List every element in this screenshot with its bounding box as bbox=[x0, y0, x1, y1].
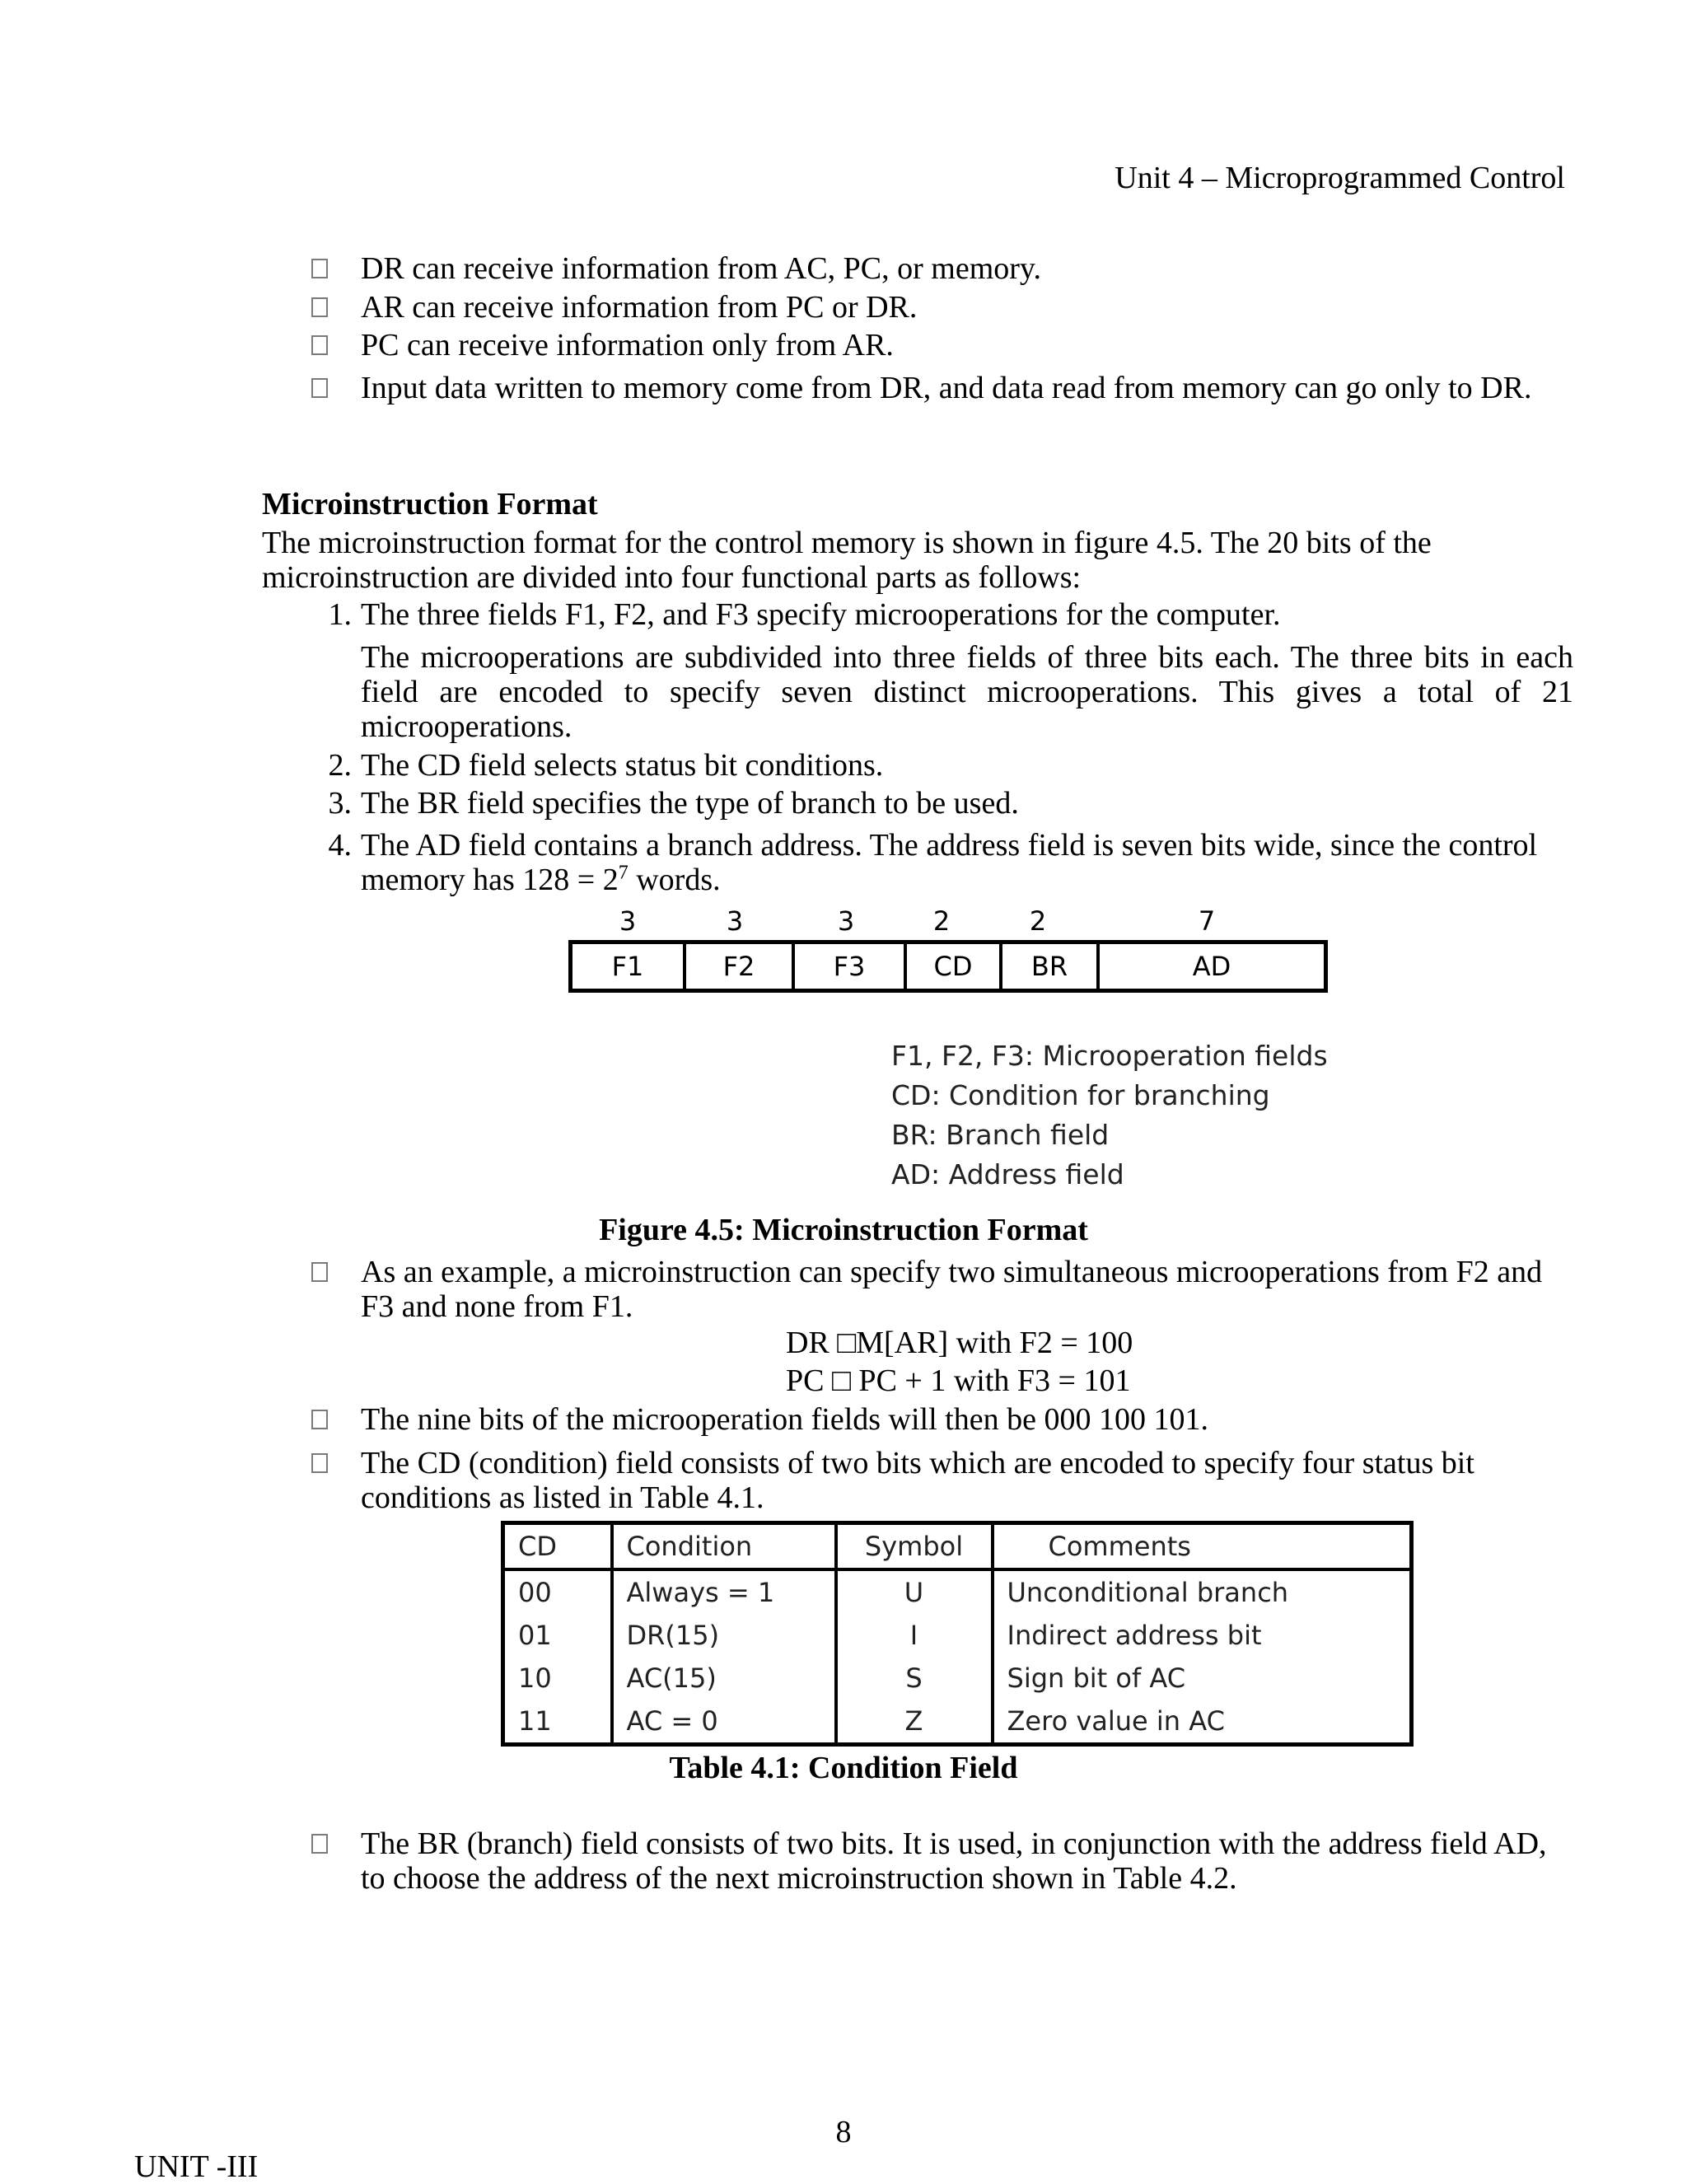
legend-item: CD: Condition for branching bbox=[891, 1079, 1270, 1111]
figure-legend bbox=[891, 1036, 1328, 1195]
field-cell: AD bbox=[1192, 951, 1231, 982]
bullet-box-icon bbox=[311, 1410, 328, 1429]
formula-line: PC □ PC + 1 with F3 = 101 bbox=[786, 1363, 1131, 1398]
field-bit-widths bbox=[568, 904, 1326, 935]
formula-line: DR □M[AR] with F2 = 100 bbox=[786, 1326, 1133, 1360]
page-footer: UNIT -III bbox=[134, 2149, 259, 2184]
bullet-box-icon bbox=[311, 378, 328, 398]
table-header-row bbox=[503, 1523, 1412, 1570]
table-row: 01 DR(15) I Indirect address bit bbox=[503, 1614, 1412, 1657]
intro-paragraph: The microinstruction format for the control memory is shown in figure 4.5. The 20 bits of the microinstruction are divided into four functional parts as follows: bbox=[262, 526, 1432, 595]
bit-width: 7 bbox=[1198, 905, 1216, 937]
legend-item: BR: Branch field bbox=[891, 1119, 1110, 1151]
field-cell: F3 bbox=[795, 944, 907, 989]
field-cell: BR bbox=[1002, 944, 1100, 989]
bit-width: 3 bbox=[619, 905, 637, 937]
bullet-box-icon bbox=[311, 1262, 328, 1282]
table-row: 11 AC = 0 Z Zero value in AC bbox=[503, 1700, 1412, 1745]
column-header: Symbol bbox=[836, 1523, 993, 1570]
field-cell: CD bbox=[907, 944, 1002, 989]
bullet-box-icon bbox=[311, 1834, 328, 1854]
legend-item: AD: Address field bbox=[891, 1158, 1124, 1190]
legend-item: F1, F2, F3: Microoperation fields bbox=[891, 1040, 1328, 1072]
page-number: 8 bbox=[835, 2115, 852, 2149]
figure-caption: Figure 4.5: Microinstruction Format bbox=[599, 1213, 1088, 1247]
field-cell: F2 bbox=[686, 944, 795, 989]
bit-width: 2 bbox=[932, 905, 951, 937]
bit-width: 3 bbox=[837, 905, 855, 937]
bullet-box-icon bbox=[311, 335, 328, 355]
table-row: 00 Always = 1 U Unconditional branch bbox=[503, 1569, 1412, 1614]
column-header: Condition bbox=[612, 1523, 836, 1570]
bullet-box-icon bbox=[311, 259, 328, 278]
page-header: Unit 4 – Microprogrammed Control bbox=[1115, 161, 1565, 195]
table-caption: Table 4.1: Condition Field bbox=[669, 1751, 1018, 1785]
bit-width: 3 bbox=[726, 905, 744, 937]
section-heading: Microinstruction Format bbox=[262, 487, 598, 521]
bit-width: 2 bbox=[1029, 905, 1047, 937]
bullet-box-icon bbox=[311, 297, 328, 317]
bullet-box-icon bbox=[311, 1453, 328, 1473]
table-row: 10 AC(15) S Sign bit of AC bbox=[503, 1657, 1412, 1700]
microinstruction-format-diagram bbox=[568, 940, 1328, 993]
column-header: Comments bbox=[1048, 1531, 1191, 1562]
condition-field-table bbox=[501, 1521, 1414, 1747]
field-cell: F1 bbox=[572, 944, 686, 989]
column-header: CD bbox=[503, 1523, 612, 1570]
